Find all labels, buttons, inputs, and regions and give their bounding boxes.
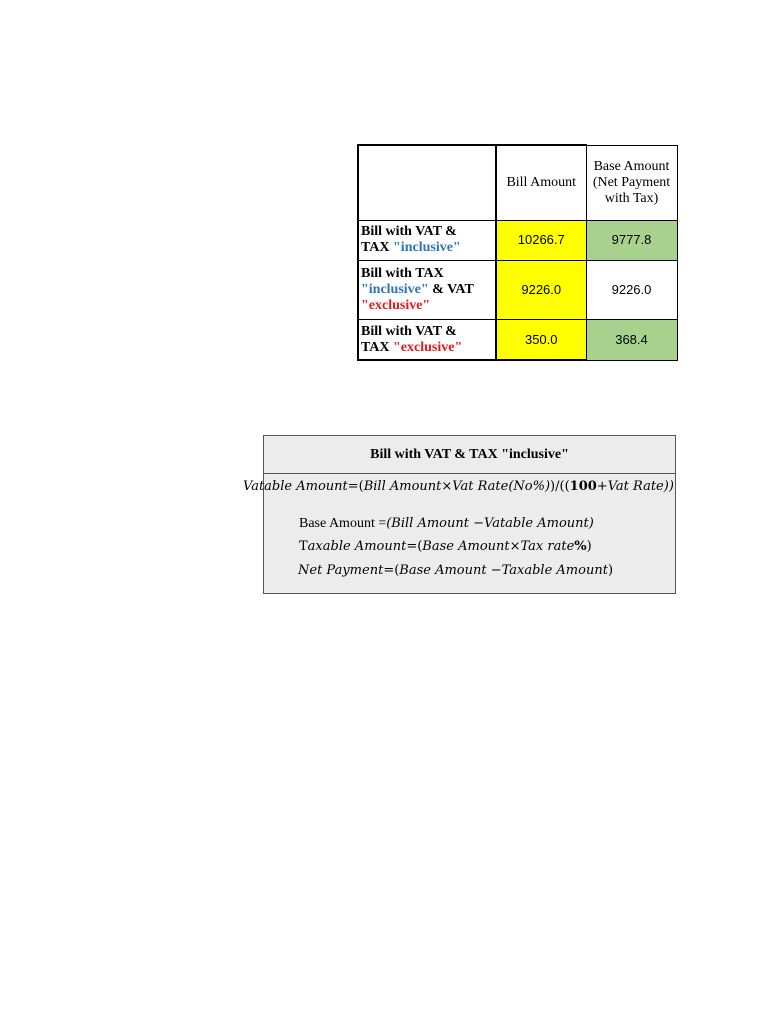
row-label-vat-tax-exclusive xyxy=(358,320,496,360)
keyword-inclusive: "inclusive" xyxy=(393,240,461,256)
base-amount-cell: 9777.8 xyxy=(586,220,677,260)
row-label-line1: Bill with VAT & xyxy=(361,323,457,339)
formula-eq: =( xyxy=(383,563,400,578)
formula-rhs: Base Amount×Tax rate xyxy=(422,539,575,554)
formula-term: Bill Amount×Vat Rate xyxy=(363,479,509,494)
header-base-amount-line2: (Net Payment xyxy=(592,174,671,190)
row-label-prefix: TAX xyxy=(361,240,394,256)
row-label-line1: Bill with TAX xyxy=(361,266,444,282)
row-label-line1: Bill with VAT & xyxy=(361,224,457,240)
header-blank-cell xyxy=(358,145,496,220)
table-row xyxy=(358,320,677,360)
formula-net-payment xyxy=(298,562,613,580)
formula-term: +Vat Rate)) xyxy=(596,479,674,494)
formula-eq: =( xyxy=(347,479,364,494)
formula-box-title: Bill with VAT & TAX "inclusive" xyxy=(264,436,675,474)
base-amount-cell: 368.4 xyxy=(586,320,677,360)
formula-close: ) xyxy=(607,563,614,578)
formula-eq: =( xyxy=(406,539,423,554)
keyword-inclusive: "inclusive" xyxy=(361,282,429,298)
row-label-line2 xyxy=(361,240,495,256)
row-label-vat-tax-inclusive xyxy=(358,220,496,260)
keyword-exclusive: "exclusive" xyxy=(393,339,463,355)
table-row xyxy=(358,220,677,260)
bill-comparison-table xyxy=(357,144,678,361)
formula-percent: % xyxy=(574,539,587,554)
header-base-amount-line3: with Tax) xyxy=(604,190,659,206)
row-label-prefix: TAX xyxy=(361,339,394,355)
formula-close: ) xyxy=(586,539,592,554)
row-label-line2 xyxy=(361,282,495,298)
formula-taxable-amount xyxy=(299,538,592,556)
base-amount-cell: 9226.0 xyxy=(586,261,677,320)
header-base-amount xyxy=(586,145,677,220)
keyword-exclusive: "exclusive" xyxy=(361,298,431,314)
formula-rhs: (Bill Amount −Vatable Amount) xyxy=(386,516,594,531)
formula-term: )/(( xyxy=(550,479,570,494)
bill-amount-cell: 350.0 xyxy=(496,320,586,360)
formula-rhs: Base Amount −Taxable Amount xyxy=(399,563,608,578)
header-bill-amount: Bill Amount xyxy=(496,145,586,220)
header-base-amount-line1: Base Amount xyxy=(593,158,670,174)
formula-lhs: Base Amount = xyxy=(299,516,387,531)
formula-lhs: Net Payment xyxy=(298,563,384,578)
row-label-tax-inclusive-vat-exclusive xyxy=(358,261,496,320)
table-row xyxy=(358,261,677,320)
formula-lhs: Vatable Amount xyxy=(243,479,348,494)
row-label-mid: & VAT xyxy=(428,282,474,298)
row-label-line3 xyxy=(361,298,495,314)
bill-amount-cell: 10266.7 xyxy=(496,220,586,260)
formula-base-amount xyxy=(299,515,594,533)
formula-lhs-initial: T xyxy=(299,539,308,554)
formula-vatable-amount xyxy=(243,478,674,496)
bill-amount-cell: 9226.0 xyxy=(496,261,586,320)
formula-term: 100 xyxy=(569,479,597,494)
table-header-row xyxy=(358,145,677,220)
row-label-line2 xyxy=(361,340,495,356)
formula-lhs: axable Amount xyxy=(307,539,407,554)
formula-term: (No%) xyxy=(508,479,551,494)
